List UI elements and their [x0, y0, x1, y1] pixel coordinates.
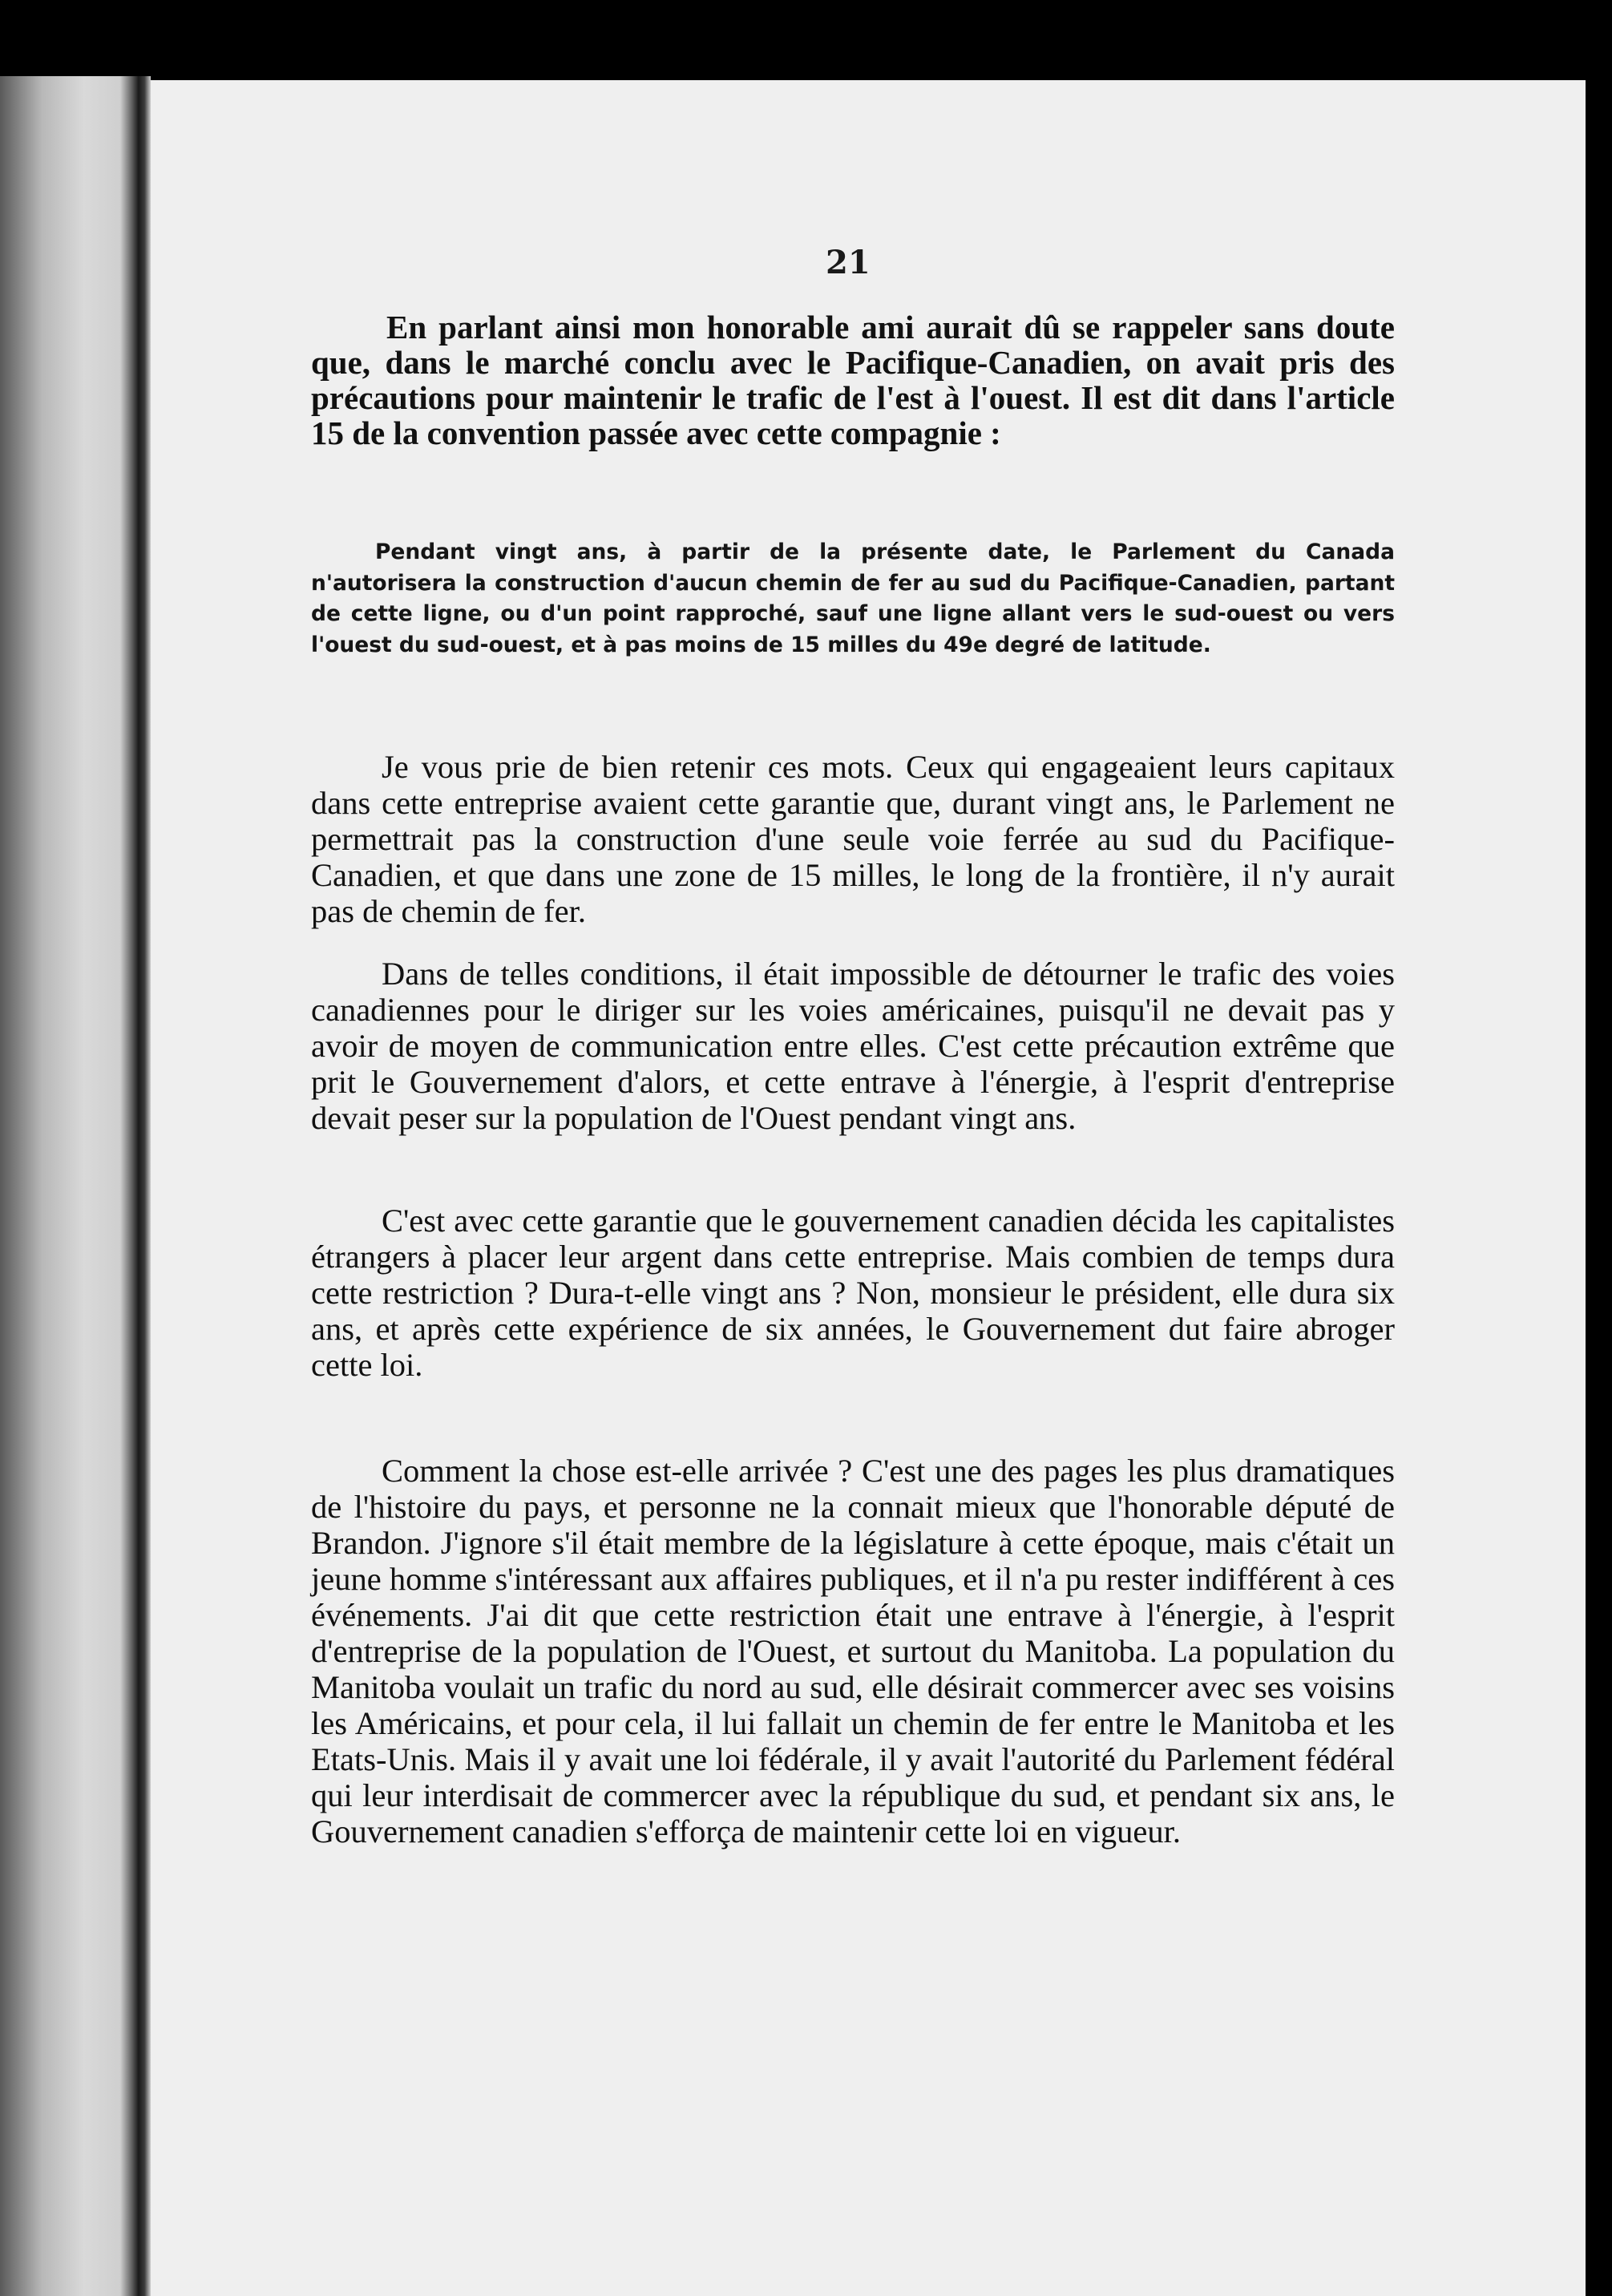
paragraph-guarantee: Je vous prie de bien retenir ces mots. Ceux qui engageaient leurs capitaux dans cette entreprise avaient cette garantie que, durant vingt ans, le Parlement ne permettrait pas la construction d'une seule voie ferrée au sud du Pacifique-Canadien, et que dans une zone de 15 milles, le long de la frontière, il n'y aurait pas de chemin de fer. [311, 749, 1395, 929]
scan-border [1586, 76, 1612, 2296]
paragraph-history: Comment la chose est-elle arrivée ? C'est une des pages les plus dramatiques de l'histoire du pays, et personne ne la connait mieux que l'honorable député de Brandon. J'ignore s'il était membre de la législature à cette époque, mais c'était un jeune homme s'intéressant aux affaires publiques, et il n'a pu rester indifférent à ces événements. J'ai dit que cette restriction était une entrave à l'énergie, à l'esprit d'entreprise de la population de l'Ouest, et surtout du Manitoba. La population du Manitoba voulait un trafic du nord au sud, elle désirait commercer avec ses voisins les Américains, et pour cela, il lui fallait un chemin de fer entre le Manitoba et les Etats-Unis. Mais il y avait une loi fédérale, il y avait l'autorité du Parlement fédéral qui leur interdisait de commercer avec la république du sud, et pendant six ans, le Gouvernement canadien s'efforça de maintenir cette loi en vigueur. [311, 1453, 1395, 1849]
facing-page-edge [0, 76, 120, 2296]
quoted-article-15: Pendant vingt ans, à partir de la présente date, le Parlement du Canada n'autorisera la construction d'aucun chemin de fer au sud du Pacifique-Canadien, partant de cette ligne, ou d'un point rapproché, sauf une ligne allant vers le sud-ouest ou vers l'ouest du sud-ouest, et à pas moins de 15 milles du 49e degré de latitude. [311, 540, 1395, 657]
paragraph-restriction: C'est avec cette garantie que le gouvernement canadien décida les capitalistes étrangers à placer leur argent dans cette entreprise. Mais combien de temps dura cette restriction ? Dura-t-elle vingt ans ? Non, monsieur le président, elle dura six ans, et après cette expérience de six années, le Gouvernement dut faire abroger cette loi. [311, 1203, 1395, 1383]
paragraph-conditions: Dans de telles conditions, il était impossible de détourner le trafic des voies canadiennes pour le diriger sur les voies américaines, puisqu'il ne devait pas y avoir de moyen de communication entre elles. C'est cette précaution extrême que prit le Gouvernement d'alors, et cette entrave à l'énergie, à l'esprit d'entreprise devait peser sur la population de l'Ouest pendant vingt ans. [311, 956, 1395, 1136]
paragraph-intro: En parlant ainsi mon honorable ami aurait dû se rappeler sans doute que, dans le marché conclu avec le Pacifique-Canadien, on avait pris des précautions pour maintenir le trafic de l'est à l'ouest. Il est dit dans l'article 15 de la convention passée avec cette compagnie : [311, 309, 1395, 451]
page-number: 21 [826, 244, 871, 281]
book-gutter [120, 76, 151, 2296]
